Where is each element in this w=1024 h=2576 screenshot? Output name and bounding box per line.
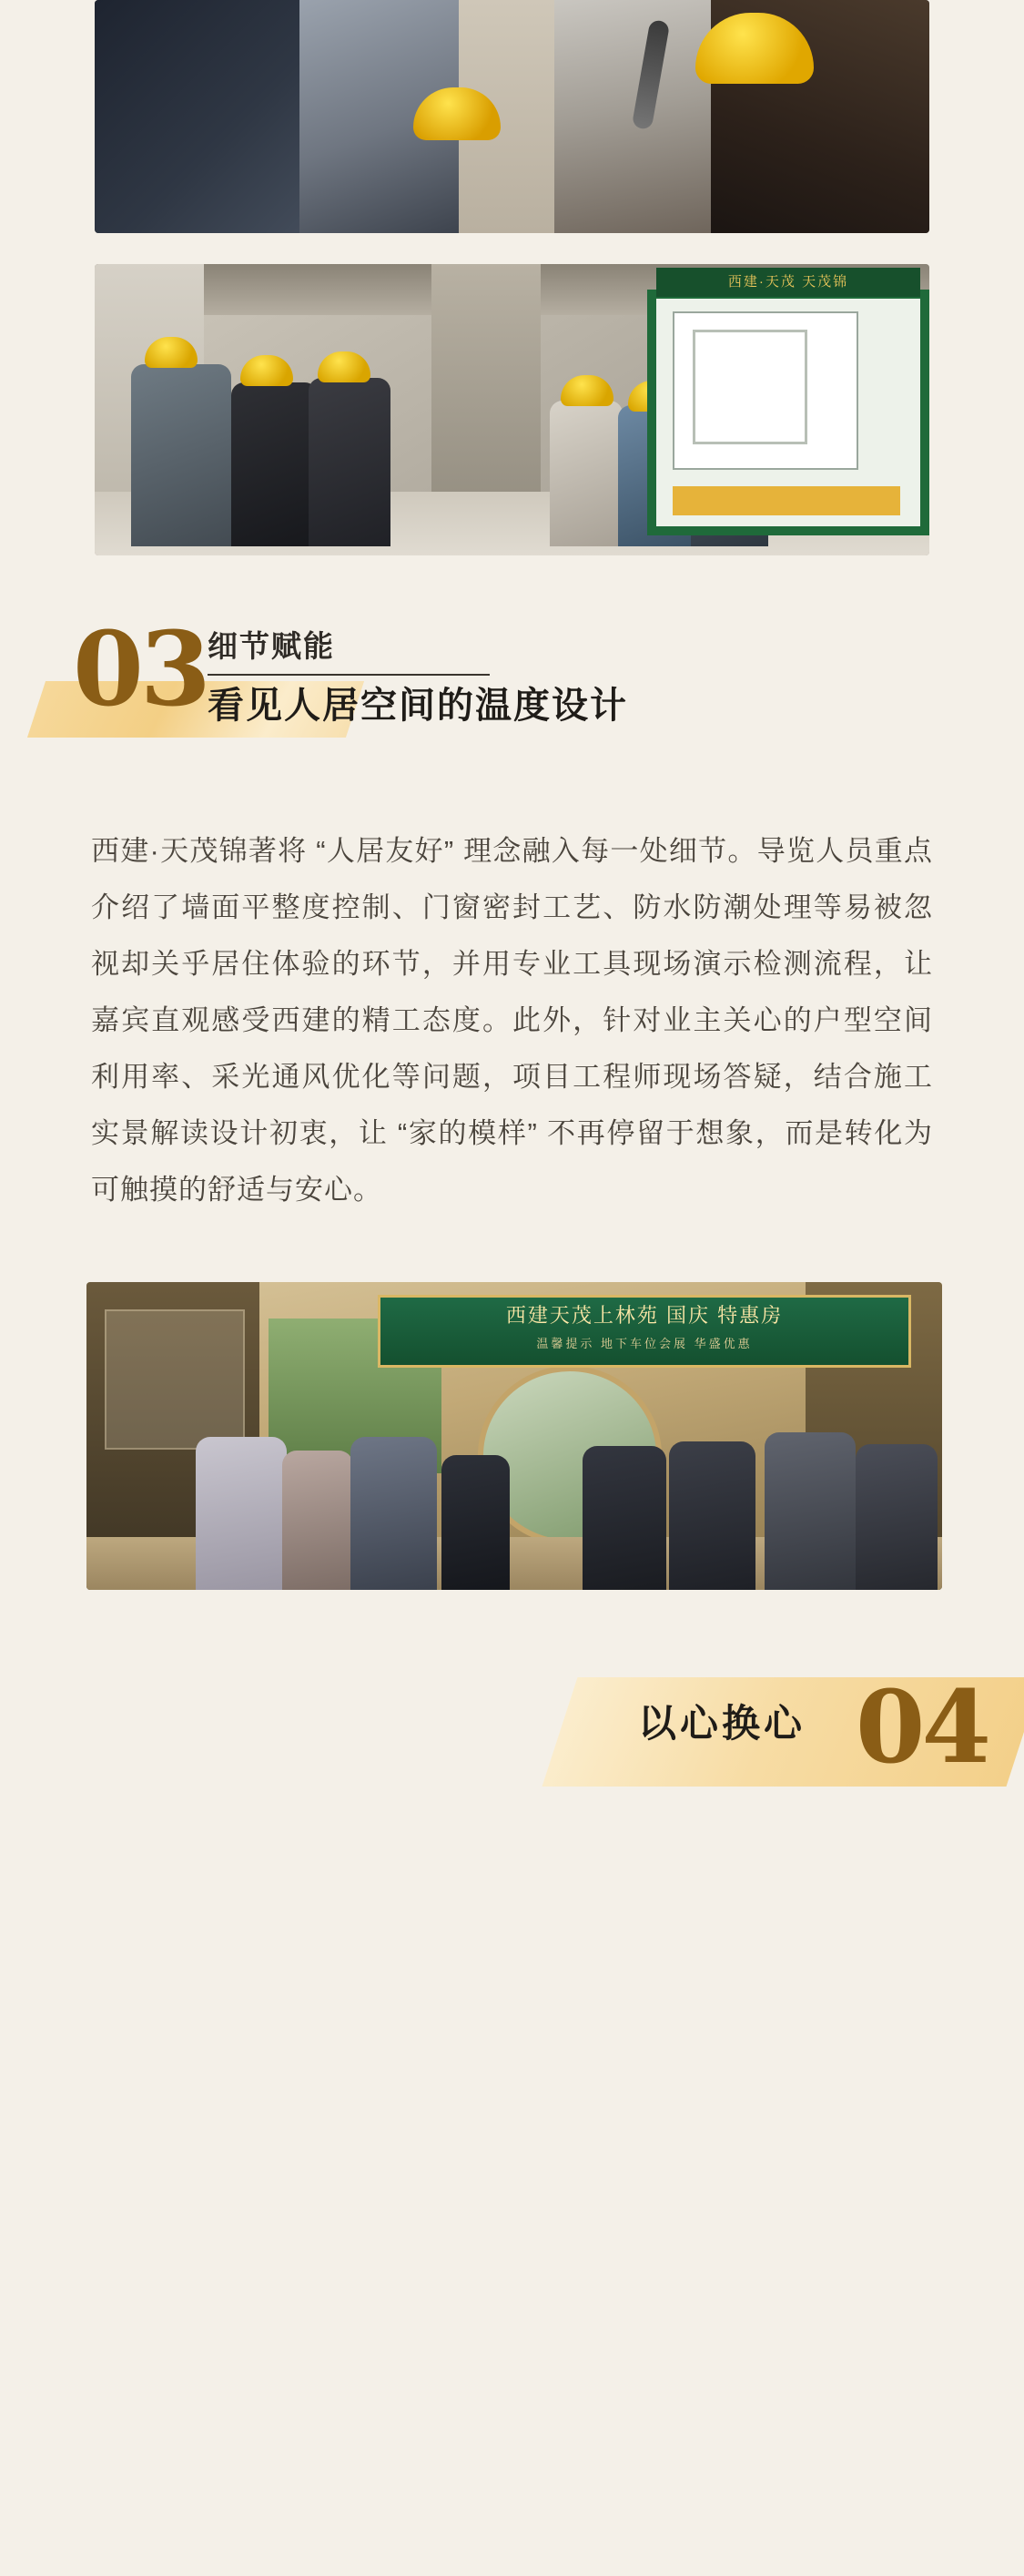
promo-banner — [378, 1295, 911, 1368]
section-subtitle: 细节赋能 — [208, 628, 335, 664]
photo-figure-suit — [95, 0, 304, 233]
photo-person — [669, 1441, 755, 1590]
section-divider — [208, 674, 490, 676]
photo-person — [231, 382, 318, 546]
promo-banner-sub-text: 温馨提示 地下车位会展 华盛优惠 — [536, 1337, 753, 1350]
teaser-title: 以心换心 — [637, 1701, 806, 1746]
photo-person — [765, 1432, 856, 1590]
photo-person — [309, 378, 390, 546]
photo-site-tour — [95, 264, 929, 555]
photo-sales-hall — [86, 1282, 942, 1590]
section-title: 看见人居空间的温度设计 — [208, 683, 628, 727]
photo-person — [282, 1451, 353, 1590]
hard-hat-icon — [318, 351, 370, 382]
floorplan-drawing — [673, 311, 858, 470]
section-body-text: 西建·天茂锦著将 “人居友好” 理念融入每一处细节。导览人员重点介绍了墙面平整度控制、门窗密封工艺、防水防潮处理等易被忽视却关乎居住体验的环节，并用专业工具现场演示检测流程，让嘉宾直观感受西建的精工态度。此外，针对业主关心的户型空间利用率、采光通风优化等问题，项目工程师现场答疑，结合施工实景解读设计初衷，让 “家的模样” 不再停留于想象，而是转化为可触摸的舒适与安心。 — [91, 835, 933, 1206]
photo-shelf — [105, 1309, 245, 1450]
section-number: 03 — [73, 610, 208, 729]
photo-person — [441, 1455, 510, 1590]
floorplan-legend — [673, 486, 900, 515]
floorplan-board-title: 西建·天茂 天茂锦 — [656, 268, 920, 297]
hard-hat-icon — [561, 375, 613, 406]
photo-person — [131, 364, 231, 546]
photo-person — [550, 401, 623, 546]
section-heading — [73, 610, 1024, 743]
hard-hat-icon — [240, 355, 293, 386]
photo-person — [583, 1446, 666, 1590]
photo-interview-top — [95, 0, 929, 233]
promo-banner-main-text: 西建天茂上林苑 国庆 特惠房 — [505, 1304, 784, 1327]
photo-person — [856, 1444, 938, 1590]
teaser-number: 04 — [855, 1668, 988, 1786]
photo-person — [196, 1437, 287, 1590]
photo-person — [350, 1437, 437, 1590]
next-section-teaser — [0, 1668, 1024, 1787]
floorplan-board — [647, 274, 929, 535]
section-text-group — [208, 628, 628, 728]
